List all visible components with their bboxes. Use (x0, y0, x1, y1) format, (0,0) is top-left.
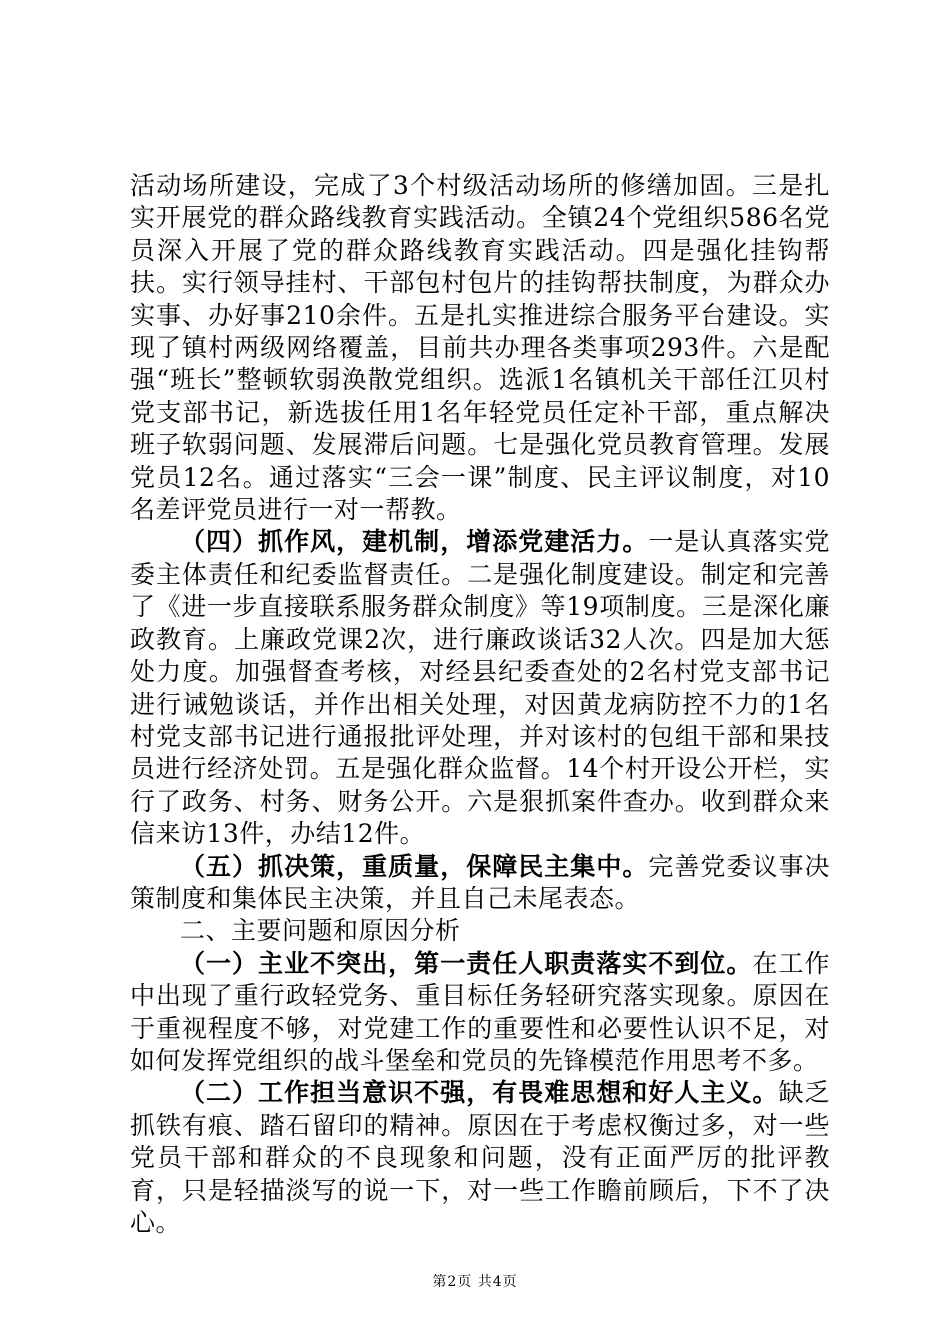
chapter-heading-text: 二、主要问题和原因分析 (180, 916, 461, 946)
problem-heading-2: （二）工作担当意识不强，有畏难思想和好人主义。 (180, 1078, 779, 1108)
paragraph-text: 缺乏抓铁有痕、踏石留印的精神。原因在于考虑权衡过多，对一些党员干部和群众的不良现象和问题，没有正面严厉的批评教育，只是轻描淡写的说一下，对一些工作瞻前顾后，下不了决心。 (130, 1078, 830, 1237)
paragraph-section-5 (130, 851, 830, 916)
page-number: 第2页 共4页 (432, 1274, 518, 1290)
paragraph-continuation (130, 170, 830, 526)
paragraph-text: 在工作中出现了重行政轻党务、重目标任务轻研究落实现象。原因在于重视程度不够，对党建工作的重要性和必要性认识不足，对如何发挥党组织的战斗堡垒和党员的先锋模范作用思考不多。 (130, 948, 830, 1075)
document-body (130, 170, 830, 1239)
paragraph-text: 活动场所建设，完成了3个村级活动场所的修缮加固。三是扎实开展党的群众路线教育实践活动。全镇24个党组织586名党员深入开展了党的群众路线教育实践活动。四是强化挂钩帮扶。实行领导挂村、干部包村包片的挂钩帮扶制度，为群众办实事、办好事210余件。五是扎实推进综合服务平台建设。实现了镇村两级网络覆盖，目前共办理各类事项293件。六是配强“班长”整顿软弱涣散党组织。选派1名镇机关干部任江贝村党支部书记，新选拔任用1名年轻党员任定补干部，重点解决班子软弱问题、发展滞后问题。七是强化党员教育管理。发展党员12名。通过落实“三会一课”制度、民主评议制度，对10名差评党员进行一对一帮教。 (130, 171, 830, 525)
paragraph-text: 一是认真落实党委主体责任和纪委监督责任。二是强化制度建设。制定和完善了《进一步直接联系服务群众制度》等19项制度。三是深化廉政教育。上廉政党课2次，进行廉政谈话32人次。四是加大惩处力度。加强督查考核，对经县纪委查处的2名村党支部书记进行诫勉谈话，并作出相关处理，对因黄龙病防控不力的1名村党支部书记进行通报批评处理，并对该村的包组干部和果技员进行经济处罚。五是强化群众监督。14个村开设公开栏，实行了政务、村务、财务公开。六是狠抓案件查办。收到群众来信来访13件，办结12件。 (130, 527, 830, 849)
chapter-heading-2 (130, 915, 830, 947)
paragraph-problem-2 (130, 1077, 830, 1239)
paragraph-text: 完善党委议事决策制度和集体民主决策，并且自己未尾表态。 (130, 851, 830, 913)
paragraph-section-4 (130, 526, 830, 850)
problem-heading-1: （一）主业不突出，第一责任人职责落实不到位。 (180, 948, 753, 978)
section-heading-5: （五）抓决策，重质量，保障民主集中。 (180, 851, 649, 881)
section-heading-4: （四）抓作风，建机制，增添党建活力。 (180, 527, 649, 557)
page-footer (0, 1272, 950, 1292)
paragraph-problem-1 (130, 948, 830, 1078)
